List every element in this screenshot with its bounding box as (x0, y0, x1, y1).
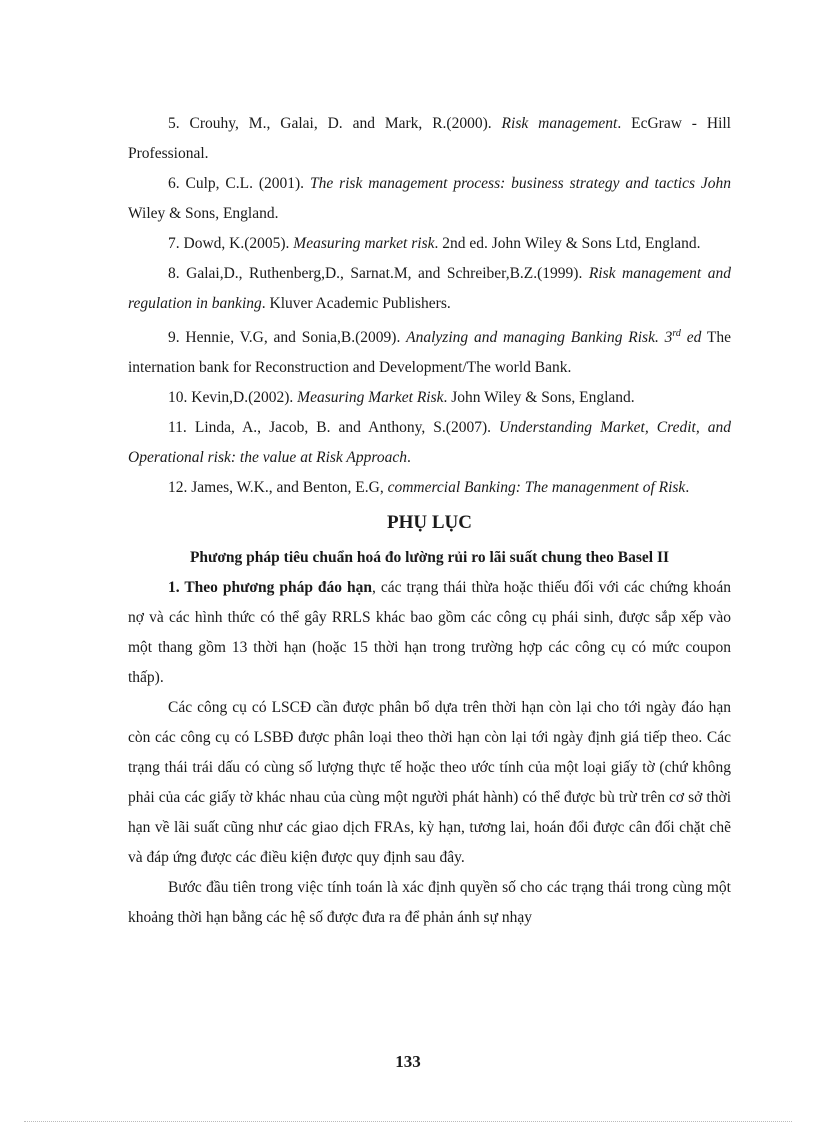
reference-title: Risk management and regulation in banking (128, 265, 732, 312)
reference-title: Understanding Market, Credit, and Operational risk: the value at Risk Approach (128, 419, 731, 467)
reference-title-main: Analyzing and managing Banking Risk. 3 (406, 329, 673, 347)
reference-title-sup: rd (672, 328, 681, 339)
reference-title-edition: ed (680, 329, 702, 347)
reference-authors: 10. Kevin,D.(2002). (168, 389, 298, 407)
reference-authors: 6. Culp, C.L. (2001). (168, 175, 310, 192)
reference-authors: 5. Crouhy, M., Galai, D. and Mark, R.(2000). (168, 115, 502, 132)
reference-authors: 7. Dowd, K.(2005). (168, 235, 294, 252)
reference-authors: 8. Galai,D., Ruthenberg,D., Sarnat.M, and Schreiber,B.Z.(1999). (168, 265, 589, 282)
reference-item (128, 319, 731, 383)
reference-publisher: . (406, 449, 411, 467)
paragraph-lead: 1. Theo phương pháp đáo hạn (168, 579, 373, 597)
reference-authors: 12. James, W.K., and Benton, E.G, (168, 479, 388, 497)
body-paragraph: Bước đầu tiên trong việc tính toán là xác định quyền số cho các trạng thái trong cùng một khoảng thời hạn bằng các hệ số được đưa ra để phản ánh sự nhạy (128, 879, 731, 927)
reference-item (128, 383, 731, 413)
reference-title: Measuring market risk (293, 235, 435, 252)
reference-item (128, 259, 731, 319)
reference-list (128, 109, 731, 503)
reference-authors: 9. Hennie, V.G, and Sonia,B.(2009). (168, 329, 407, 347)
reference-authors: 11. Linda, A., Jacob, B. and Anthony, S.(2007). (168, 419, 500, 437)
reference-title: The risk management process: business strategy and tactics John (309, 175, 731, 192)
page-number: 133 (395, 1052, 421, 1071)
paragraph-text: , các trạng thái thừa hoặc thiếu đối với các chứng khoán nợ và các hình thức có thể gây RRLS khác bao gồm các công cụ phái sinh, được sắp xếp vào một thang gồm 13 thời hạn (hoặc 15 thời hạn trong trường hợp các công cụ có mức coupon thấp). (128, 579, 731, 687)
footer-divider (24, 1121, 792, 1122)
reference-item (128, 229, 731, 259)
appendix-subtitle: Phương pháp tiêu chuẩn hoá đo lường rủi ro lãi suất chung theo Basel II (189, 549, 670, 567)
reference-publisher: . Kluver Academic Publishers. (261, 295, 451, 312)
reference-title: Measuring Market Risk (297, 389, 444, 407)
reference-title: Risk management (501, 115, 618, 132)
reference-item (128, 109, 731, 169)
reference-publisher: . EcGraw - Hill Professional. (128, 115, 731, 162)
body-paragraph: Các công cụ có LSCĐ cần được phân bổ dựa trên thời hạn còn lại cho tới ngày đáo hạn còn các công cụ có LSBĐ được phân loại theo thời hạn còn lại tới ngày định giá tiếp theo. Các trạng thái trái dấu có cùng số lượng thực tế hoặc theo ước tính của một loại giấy tờ (chứ không phải của các giấy tờ khác nhau của cùng một người phát hành) có thể được bù trừ trên cơ sở thời hạn về lãi suất cũng như các giao dịch FRAs, kỳ hạn, tương lai, hoán đổi được cân đối chặt chẽ và đáp ứng được các điều kiện được quy định sau đây. (128, 699, 731, 867)
reference-item (128, 169, 731, 229)
reference-publisher: The internation bank for Reconstruction and Development/The world Bank. (128, 329, 731, 377)
document-page (128, 109, 731, 933)
body-paragraph (128, 573, 731, 693)
reference-publisher: . John Wiley & Sons, England. (443, 389, 635, 407)
reference-title (406, 329, 701, 346)
reference-publisher: . (685, 479, 690, 497)
reference-publisher: . 2nd ed. John Wiley & Sons Ltd, England. (434, 235, 701, 252)
reference-item (128, 413, 731, 473)
appendix-title: PHỤ LỤC (387, 512, 472, 534)
reference-publisher: Wiley & Sons, England. (128, 205, 279, 222)
reference-item (128, 473, 731, 503)
reference-title: commercial Banking: The managenment of Risk (387, 479, 686, 497)
